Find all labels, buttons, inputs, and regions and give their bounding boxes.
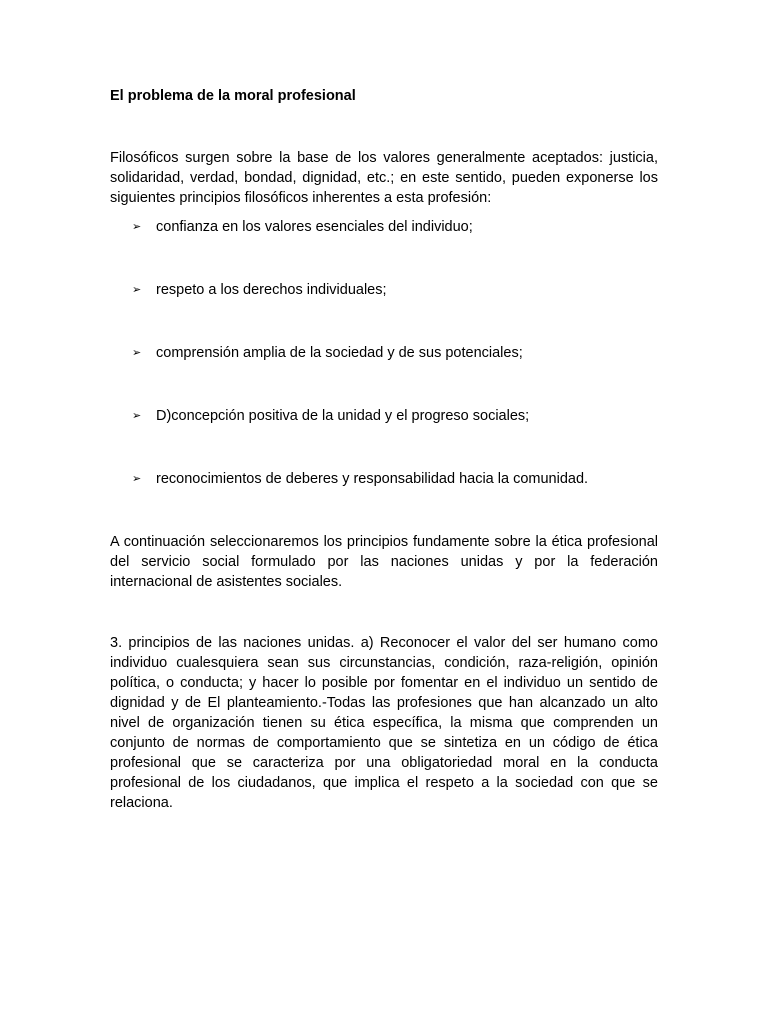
bullet-item bbox=[132, 469, 652, 489]
arrow-bullet-icon: ➢ bbox=[132, 410, 142, 422]
arrow-bullet-icon: ➢ bbox=[132, 473, 142, 485]
bullet-text: comprensión amplia de la sociedad y de sus potenciales; bbox=[156, 345, 523, 361]
principles-intro-paragraph: A continuación seleccionaremos los principios fundamente sobre la ética profesional del servicio social formulado por las naciones unidas y por la federación internacional de asistentes sociales. bbox=[110, 534, 658, 590]
document-title: El problema de la moral profesional bbox=[110, 88, 356, 104]
arrow-bullet-icon: ➢ bbox=[132, 347, 142, 359]
bullet-text: D)concepción positiva de la unidad y el progreso sociales; bbox=[156, 408, 530, 424]
arrow-bullet-icon: ➢ bbox=[132, 284, 142, 296]
bullet-item bbox=[132, 343, 652, 363]
bullet-item bbox=[132, 217, 652, 237]
intro-paragraph: Filosóficos surgen sobre la base de los valores generalmente aceptados: justicia, solidaridad, verdad, bondad, dignidad, etc.; en este sentido, pueden exponerse los siguientes principios filosóficos inherentes a esta profesión: bbox=[110, 150, 658, 206]
bullet-text: confianza en los valores esenciales del individuo; bbox=[156, 219, 473, 235]
bullet-item bbox=[132, 280, 652, 300]
arrow-bullet-icon: ➢ bbox=[132, 221, 142, 233]
bullet-text: respeto a los derechos individuales; bbox=[156, 282, 387, 298]
un-principles-paragraph: 3. principios de las naciones unidas. a) Reconocer el valor del ser humano como individuo cualesquiera sean sus circunstancias, condición, raza-religión, opinión política, o conducta; y hacer lo posible por fomentar en el individuo un sentido de dignidad y de El planteamiento.-Todas las profesiones que han alcanzado un alto nivel de organización tienen su ética específica, la misma que comprenden un conjunto de normas de comportamiento que se sintetiza en un código de ética profesional que se caracteriza por una obligatoriedad moral en la conducta profesional de los ciudadanos, que implica el respeto a la sociedad con que se relaciona. bbox=[110, 635, 658, 811]
bullet-item bbox=[132, 406, 652, 426]
bullet-text: reconocimientos de deberes y responsabilidad hacia la comunidad. bbox=[156, 471, 589, 487]
